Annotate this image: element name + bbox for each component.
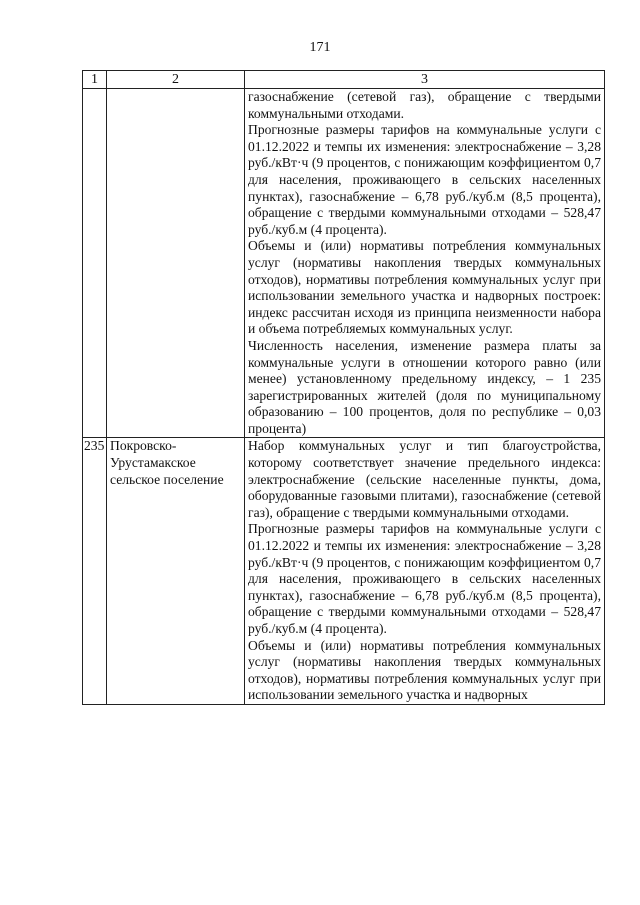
header-col-2: 2 [107, 71, 245, 89]
settlement-name [107, 89, 245, 438]
header-col-3: 3 [245, 71, 605, 89]
document-table [82, 70, 605, 705]
paragraph: Объемы и (или) нормативы потребления коммунальных услуг (нормативы накопления твердых коммунальных отходов), нормативы потребления коммунальных услуг при использовании земельного участка и надворных построек: индекс рассчитан исходя из принципа неизменности набора и объема потребляемых коммунальных услуг. [248, 238, 601, 337]
table-header-row [83, 71, 605, 89]
row-number [83, 89, 107, 438]
paragraph: Прогнозные размеры тарифов на коммунальные услуги с 01.12.2022 и темпы их изменения: электроснабжение – 3,28 руб./кВт·ч (9 процентов, с понижающим коэффициентом 0,7 для населения, проживающего в сельских населенных пунктах), газоснабжение – 6,78 руб./куб.м (8,5 процента), обращение с твердыми коммунальными отходами – 528,47 руб./куб.м (4 процента). [248, 521, 601, 636]
paragraph: Численность населения, изменение размера платы за коммунальные услуги в отношении которого равно (или менее) установленному предельному индексу, – 1 235 зарегистрированных жителей (доля по муниципальному образованию – 100 процентов, доля по республике – 0,03 процента) [248, 337, 601, 436]
paragraph: Набор коммунальных услуг и тип благоустройства, которому соответствует значение предельного индекса: электроснабжение (сельские населенные пункты, дома, оборудованные газовыми плитами), газоснабжение (сетевой газ), обращение с твердыми коммунальными отходами. [248, 438, 601, 520]
page-number: 171 [309, 40, 331, 55]
row-content [245, 89, 605, 438]
row-number: 235 [83, 438, 107, 705]
settlement-name: Покровско-Урустамакское сельское поселение [107, 438, 245, 705]
paragraph: газоснабжение (сетевой газ), обращение с твердыми коммунальными отходами. [248, 89, 601, 121]
header-col-1: 1 [83, 71, 107, 89]
paragraph: Прогнозные размеры тарифов на коммунальные услуги с 01.12.2022 и темпы их изменения: электроснабжение – 3,28 руб./кВт·ч (9 процентов, с понижающим коэффициентом 0,7 для населения, проживающего в сельских населенных пунктах), газоснабжение – 6,78 руб./куб.м (8,5 процента), обращение с твердыми коммунальными отходами – 528,47 руб./куб.м (4 процента). [248, 122, 601, 237]
paragraph: Объемы и (или) нормативы потребления коммунальных услуг (нормативы накопления твердых коммунальных отходов), нормативы потребления коммунальных услуг при использовании земельного участка и надворных [248, 637, 601, 703]
table-row [83, 89, 605, 438]
row-content [245, 438, 605, 705]
table-row [83, 438, 605, 705]
